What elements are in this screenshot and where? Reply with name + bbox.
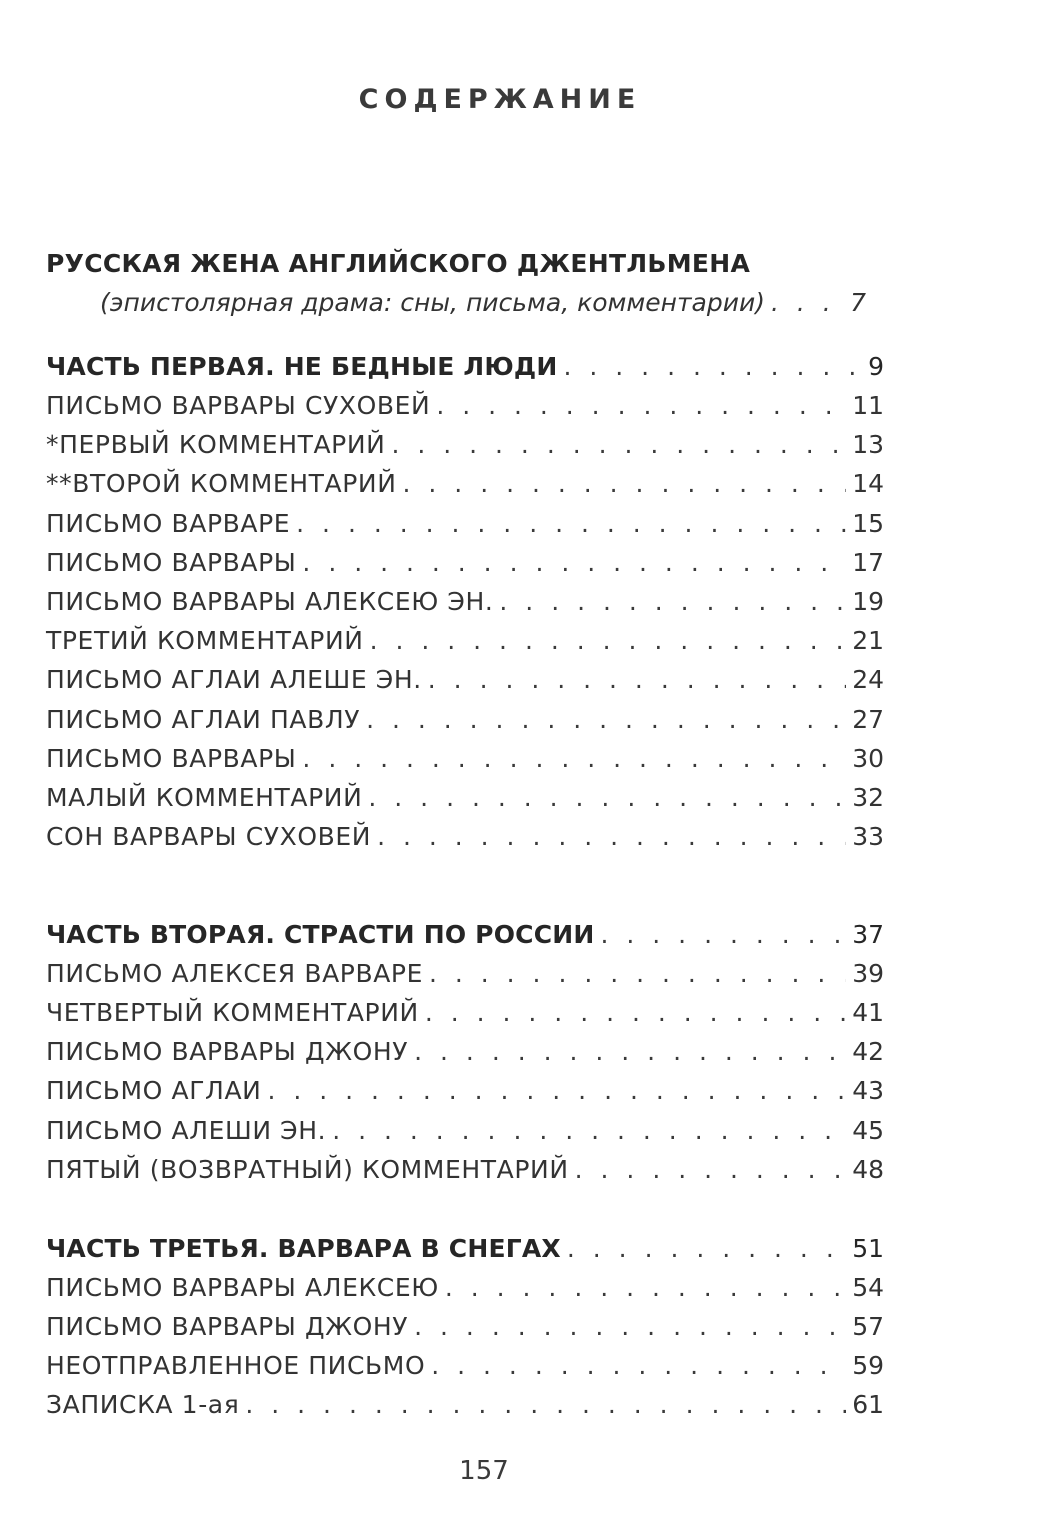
toc-entry	[46, 427, 884, 463]
entry-label: ПИСЬМО ВАРВАРЫ ДЖОНУ	[46, 1037, 409, 1066]
leader-dots	[431, 1348, 846, 1384]
leader-dots	[414, 1034, 846, 1070]
entry-page-number: 45	[852, 1116, 884, 1145]
entry-label: СОН ВАРВАРЫ СУХОВЕЙ	[46, 822, 372, 851]
entry-page-number: 14	[852, 469, 884, 498]
part-two-title	[46, 917, 884, 953]
entry-page-number: 54	[852, 1273, 884, 1302]
leader-dots	[499, 584, 846, 620]
entry-label: ЗАПИСКА 1-ая	[46, 1390, 240, 1419]
entry-label: **ВТОРОЙ КОММЕНТАРИЙ	[46, 469, 397, 498]
entry-label: ПИСЬМО ВАРВАРЫ СУХОВЕЙ	[46, 391, 431, 420]
entry-page-number: 27	[852, 705, 884, 734]
leader-dots	[366, 702, 846, 738]
entry-page-number: 21	[852, 626, 884, 655]
toc-entry	[46, 1113, 884, 1149]
entry-page-number: 9	[868, 352, 884, 381]
leader-dots	[414, 1309, 846, 1345]
toc-entry	[46, 995, 884, 1031]
leader-dots	[601, 917, 847, 953]
toc-entry	[46, 1387, 884, 1423]
entry-label: ЧАСТЬ ВТОРАЯ. СТРАСТИ ПО РОССИИ	[46, 920, 595, 949]
entry-label: ПЯТЫЙ (ВОЗВРАТНЫЙ) КОММЕНТАРИЙ	[46, 1155, 569, 1184]
entry-page-number: 11	[852, 391, 884, 420]
entry-page-number: 19	[852, 587, 884, 616]
leader-dots	[575, 1152, 847, 1188]
entry-label: ПИСЬМО АГЛАИ АЛЕШЕ ЭН.	[46, 665, 422, 694]
toc-entry	[46, 506, 884, 542]
entry-label: ПИСЬМО ВАРВАРЫ	[46, 744, 297, 773]
toc-entry	[46, 956, 884, 992]
entry-label: (эпистолярная драма: сны, письма, комментарии)	[100, 288, 765, 317]
leader-dots	[436, 388, 846, 424]
leader-dots	[564, 349, 863, 385]
entry-label: ЧАСТЬ ПЕРВАЯ. НЕ БЕДНЫЕ ЛЮДИ	[46, 352, 558, 381]
toc-entry	[46, 1152, 884, 1188]
leader-dots	[332, 1113, 846, 1149]
entry-page-number: 48	[852, 1155, 884, 1184]
entry-label: ПИСЬМО АЛЕШИ ЭН.	[46, 1116, 327, 1145]
entry-label: ТРЕТИЙ КОММЕНТАРИЙ	[46, 626, 364, 655]
book-title: РУССКАЯ ЖЕНА АНГЛИЙСКОГО ДЖЕНТЛЬМЕНА	[46, 249, 751, 278]
toc-entry	[46, 466, 884, 502]
entry-label: ЧАСТЬ ТРЕТЬЯ. ВАРВАРА В СНЕГАХ	[46, 1234, 561, 1263]
entry-page-number: 37	[852, 920, 884, 949]
entry-label: *ПЕРВЫЙ КОММЕНТАРИЙ	[46, 430, 386, 459]
toc-entry	[46, 702, 884, 738]
part-one-title	[46, 349, 884, 385]
toc-entry	[46, 584, 884, 620]
entry-page-number: 30	[852, 744, 884, 773]
leader-dots	[429, 956, 846, 992]
entry-label: ПИСЬМО ВАРВАРЫ АЛЕКСЕЮ ЭН.	[46, 587, 494, 616]
entry-label: ПИСЬМО ВАРВАРЫ	[46, 548, 297, 577]
entry-label: ЧЕТВЕРТЫЙ КОММЕНТАРИЙ	[46, 998, 419, 1027]
entry-page-number: 59	[852, 1351, 884, 1380]
toc-entry	[46, 388, 884, 424]
entry-page-number: 51	[852, 1234, 884, 1263]
leader-dots	[370, 623, 847, 659]
entry-page-number: 24	[852, 665, 884, 694]
leader-dots	[567, 1231, 846, 1267]
entry-page-number: 17	[852, 548, 884, 577]
toc-entry-subtitle	[100, 285, 866, 321]
leader-dots	[267, 1073, 846, 1109]
entry-page-number: 32	[852, 783, 884, 812]
leader-dots	[403, 466, 847, 502]
toc-entry	[46, 1270, 884, 1306]
toc-entry	[46, 819, 884, 855]
toc-entry	[46, 780, 884, 816]
leader-dots	[425, 995, 846, 1031]
entry-page-number: 43	[852, 1076, 884, 1105]
entry-label: ПИСЬМО АЛЕКСЕЯ ВАРВАРЕ	[46, 959, 423, 988]
entry-label: ПИСЬМО АГЛАИ ПАВЛУ	[46, 705, 361, 734]
toc-entry	[46, 1309, 884, 1345]
leader-dots	[445, 1270, 846, 1306]
leader-dots	[428, 662, 846, 698]
toc-entry	[46, 1034, 884, 1070]
entry-page-number: 39	[852, 959, 884, 988]
entry-page-number: 33	[852, 822, 884, 851]
toc-entry	[46, 1348, 884, 1384]
entry-page-number: 7	[850, 288, 866, 317]
toc-entry	[46, 662, 884, 698]
leader-dots	[302, 741, 846, 777]
entry-page-number: 13	[852, 430, 884, 459]
entry-page-number: 61	[852, 1390, 884, 1419]
leader-dots	[245, 1387, 846, 1423]
leader-dots	[771, 285, 844, 321]
leader-dots	[296, 506, 846, 542]
toc-entry	[46, 545, 884, 581]
entry-label: НЕОТПРАВЛЕННОЕ ПИСЬМО	[46, 1351, 426, 1380]
part-three-title	[46, 1231, 884, 1267]
toc-entry	[46, 741, 884, 777]
entry-label: ПИСЬМО ВАРВАРЫ АЛЕКСЕЮ	[46, 1273, 439, 1302]
leader-dots	[391, 427, 846, 463]
entry-label: ПИСЬМО АГЛАИ	[46, 1076, 262, 1105]
entry-label: ПИСЬМО ВАРВАРЕ	[46, 509, 291, 538]
entry-page-number: 57	[852, 1312, 884, 1341]
leader-dots	[368, 780, 846, 816]
toc-entry	[46, 623, 884, 659]
page-number: 157	[459, 1456, 509, 1486]
leader-dots	[377, 819, 846, 855]
entry-page-number: 41	[852, 998, 884, 1027]
entry-page-number: 15	[852, 509, 884, 538]
entry-label: ПИСЬМО ВАРВАРЫ ДЖОНУ	[46, 1312, 409, 1341]
entry-page-number: 42	[852, 1037, 884, 1066]
toc-entry	[46, 1073, 884, 1109]
toc-heading: СОДЕРЖАНИЕ	[358, 84, 642, 115]
entry-label: МАЛЫЙ КОММЕНТАРИЙ	[46, 783, 363, 812]
leader-dots	[302, 545, 846, 581]
